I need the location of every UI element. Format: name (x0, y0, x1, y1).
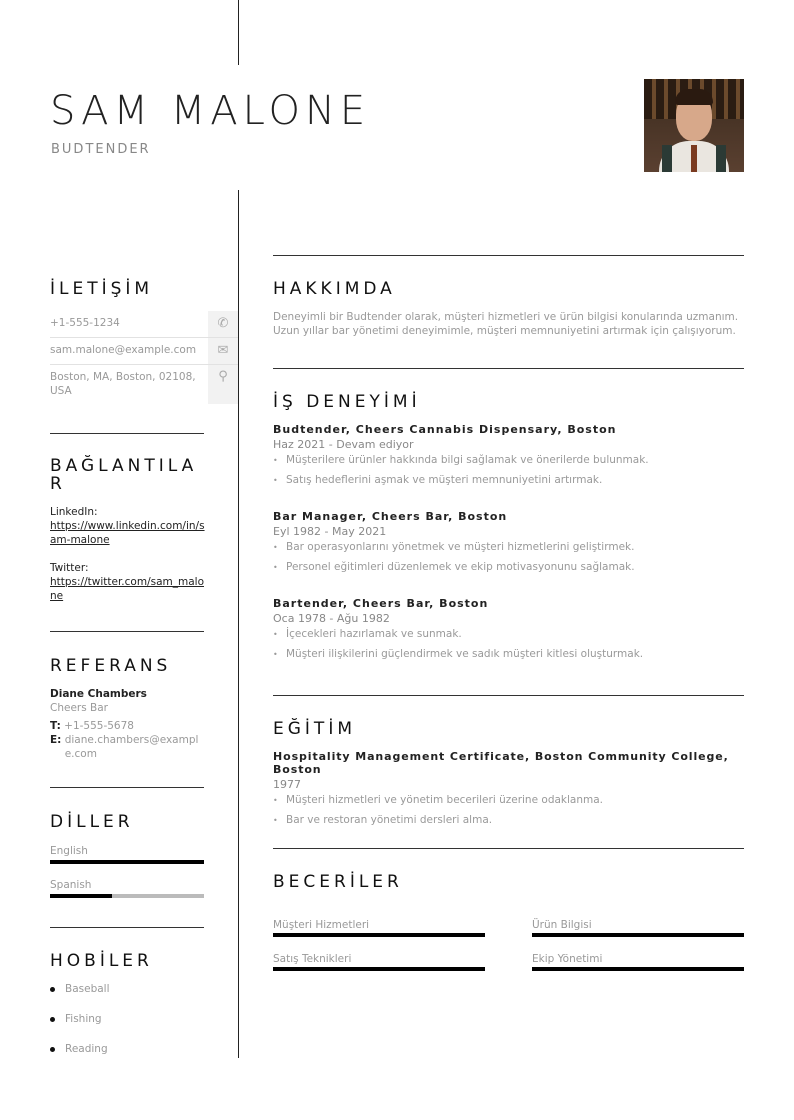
contact-address: Boston, MA, Boston, 02108, USA (50, 371, 196, 397)
skill-level-bar (273, 967, 485, 971)
skill-level-fill (273, 967, 485, 971)
language-level-bar (50, 860, 204, 864)
divider (273, 255, 744, 256)
hobby-item: Fishing (50, 1013, 102, 1025)
divider (50, 787, 204, 788)
twitter-link[interactable]: https://twitter.com/sam_malone (50, 576, 204, 602)
hobby-item: Reading (50, 1043, 108, 1055)
skill-name: Ürün Bilgisi (532, 919, 592, 931)
location-pin-icon: ⚲ (218, 369, 228, 384)
job-bullet: • Müşteri ilişkilerini güçlendirmek ve sadık müşteri kitlesi oluşturmak. (273, 648, 744, 660)
divider-top (238, 0, 239, 65)
references-heading: REFERANS (50, 656, 172, 676)
divider (50, 631, 204, 632)
education-title: Hospitality Management Certificate, Boston Community College, Boston (273, 750, 729, 776)
job-entry (273, 597, 744, 660)
skill-level-fill (273, 933, 485, 937)
job-bullet: • Bar operasyonlarını yönetmek ve müşteri hizmetlerini geliştirmek. (273, 541, 744, 553)
reference-entry (50, 687, 210, 761)
divider (50, 433, 204, 434)
job-dates: Oca 1978 - Ağu 1982 (273, 612, 390, 625)
education-bullet: • Bar ve restoran yönetimi dersleri alma. (273, 814, 753, 826)
job-entry (273, 423, 744, 486)
divider (50, 927, 204, 928)
skill-name: Satış Teknikleri (273, 953, 352, 965)
reference-company: Cheers Bar (50, 702, 108, 714)
language-level-fill (50, 860, 204, 864)
job-title: Bartender, Cheers Bar, Boston (273, 597, 489, 610)
language-level-bar (50, 894, 204, 898)
links-heading: BAĞLANTILAR (50, 456, 198, 494)
linkedin-label: LinkedIn: (50, 506, 98, 518)
job-title: Bar Manager, Cheers Bar, Boston (273, 510, 508, 523)
divider (273, 368, 744, 369)
job-dates: Haz 2021 - Devam ediyor (273, 438, 414, 451)
reference-name: Diane Chambers (50, 688, 147, 700)
divider (273, 695, 744, 696)
candidate-name: SAM MALONE (50, 88, 371, 134)
skill-level-bar (532, 967, 744, 971)
email-label: E: (50, 734, 62, 746)
job-bullet: • Satış hedeflerini aşmak ve müşteri memnuniyetini artırmak. (273, 474, 744, 486)
language-name: Spanish (50, 879, 92, 891)
job-title: Budtender, Cheers Cannabis Dispensary, Boston (273, 423, 617, 436)
phone-text: +1-555-1234 (50, 317, 120, 329)
job-entry (273, 510, 744, 573)
email-text[interactable]: sam.malone@example.com (50, 344, 197, 356)
education-entry (273, 750, 753, 826)
job-bullet: • Personel eğitimleri düzenlemek ve ekip motivasyonunu sağlamak. (273, 561, 744, 573)
about-text: Deneyimli bir Budtender olarak, müşteri hizmetleri ve ürün bilgisi konularında uzmanım. Uzun yıllar bar yönetimi deneyimimle, müşteri memnuniyetini artırmak için çalışıyorum. (273, 311, 739, 337)
language-level-fill (50, 894, 112, 898)
contact-heading: İLETİŞİM (50, 279, 154, 299)
skill-level-fill (532, 967, 744, 971)
hobbies-heading: HOBİLER (50, 951, 153, 971)
twitter-label: Twitter: (50, 562, 89, 574)
education-bullet: • Müşteri hizmetleri ve yönetim becerileri üzerine odaklanma. (273, 794, 753, 806)
skill-name: Ekip Yönetimi (532, 953, 603, 965)
linkedin-link[interactable]: https://www.linkedin.com/in/sam-malone (50, 520, 205, 546)
languages-heading: DİLLER (50, 812, 134, 832)
job-dates: Eyl 1982 - May 2021 (273, 525, 387, 538)
education-year: 1977 (273, 778, 301, 791)
links-list (50, 505, 205, 603)
mail-icon: ✉ (217, 343, 229, 358)
column-divider (238, 190, 239, 1058)
divider (273, 848, 744, 849)
skill-level-fill (532, 933, 744, 937)
job-bullet: • Müşterilere ürünler hakkında bilgi sağlamak ve önerilerde bulunmak. (273, 454, 744, 466)
skill-level-bar (273, 933, 485, 937)
experience-heading: İŞ DENEYİMİ (273, 392, 421, 412)
language-name: English (50, 845, 88, 857)
job-title: BUDTENDER (51, 142, 151, 157)
education-heading: EĞİTİM (273, 719, 356, 739)
profile-photo (644, 79, 744, 172)
phone-label: T: (50, 720, 61, 732)
hobby-item: Baseball (50, 983, 110, 995)
skill-level-bar (532, 933, 744, 937)
job-bullet: • İçecekleri hazırlamak ve sunmak. (273, 628, 744, 640)
about-heading: HAKKIMDA (273, 279, 396, 299)
skills-heading: BECERİLER (273, 872, 403, 892)
skill-name: Müşteri Hizmetleri (273, 919, 370, 931)
phone-icon: ✆ (217, 316, 229, 331)
reference-email: diane.chambers@example.com (64, 734, 199, 760)
reference-phone: +1-555-5678 (64, 720, 134, 732)
